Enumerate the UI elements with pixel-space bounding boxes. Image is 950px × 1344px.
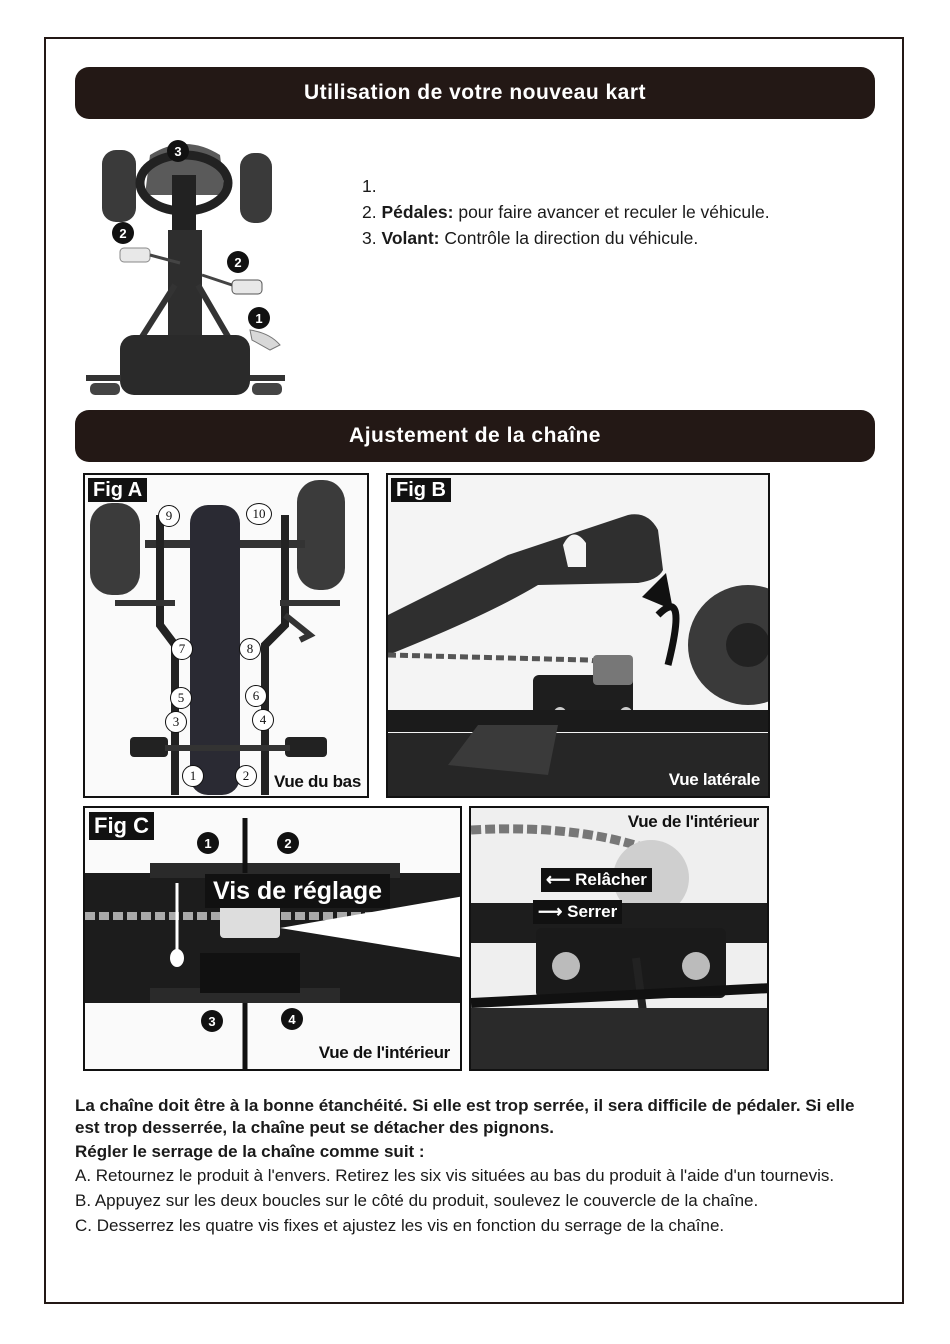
fig-a-bottom-view	[83, 473, 369, 798]
fig-c-marker-2: 2	[277, 832, 299, 854]
kart-marker-pedal-left: 2	[112, 222, 134, 244]
fig-c-marker-1: 1	[197, 832, 219, 854]
screw-4: 4	[252, 709, 274, 731]
instructions	[75, 1095, 880, 1237]
adjustment-screw-label: Vis de réglage	[205, 874, 390, 908]
section-title-usage	[75, 67, 875, 119]
kart-top-view-image	[80, 135, 290, 395]
step-c: C. Desserrez les quatre vis fixes et ajustez les vis en fonction du serrage de la chaîne.	[75, 1216, 725, 1235]
step-a: A. Retournez le produit à l'envers. Retirez les six vis situées au bas du produit à l'aide d'un tournevis.	[75, 1166, 835, 1185]
step-b: B. Appuyez sur les deux boucles sur le côté du produit, soulevez le couvercle de la chaîne.	[75, 1191, 759, 1210]
screw-5: 5	[170, 687, 192, 709]
loosen-label: ⟵ Relâcher	[541, 868, 652, 892]
chain-tension-warning: La chaîne doit être à la bonne étanchéité. Si elle est trop serrée, il sera difficile de pédaler. Si elle est trop desserrée, la chaîne peut se détacher des pignons.	[75, 1096, 855, 1137]
fig-c-tag: Fig C	[89, 812, 154, 840]
fig-d-caption: Vue de l'intérieur	[627, 812, 759, 831]
parts-legend	[362, 173, 770, 251]
fig-b-caption: Vue latérale	[668, 770, 760, 789]
fig-c-marker-3: 3	[201, 1010, 223, 1032]
instructions-subtitle: Régler le serrage de la chaîne comme suit :	[75, 1142, 425, 1161]
screw-1: 1	[182, 765, 204, 787]
screw-10: 10	[246, 503, 272, 525]
screw-7: 7	[171, 638, 193, 660]
tighten-label: ⟶ Serrer	[533, 900, 622, 924]
screw-9: 9	[158, 505, 180, 527]
section-title-chain	[75, 410, 875, 462]
kart-marker-brake: 1	[248, 307, 270, 329]
screw-8: 8	[239, 638, 261, 660]
fig-a-caption: Vue du bas	[273, 772, 361, 791]
screw-2: 2	[235, 765, 257, 787]
section-title-usage-text: Utilisation de votre nouveau kart	[303, 81, 647, 104]
legend-item-1: 1.	[362, 176, 377, 196]
fig-b-side-view	[386, 473, 770, 798]
kart-marker-pedal-right: 2	[227, 251, 249, 273]
fig-c-caption: Vue de l'intérieur	[318, 1043, 450, 1062]
fig-c-inside-view	[83, 806, 462, 1071]
kart-marker-steering: 3	[167, 140, 189, 162]
legend-item-2: 2. Pédales: pour faire avancer et reculer le véhicule.	[362, 202, 770, 222]
legend-item-3: 3. Volant: Contrôle la direction du véhicule.	[362, 228, 699, 248]
fig-b-tag: Fig B	[391, 478, 451, 502]
screw-6: 6	[245, 685, 267, 707]
fig-d-inside-detail	[469, 806, 769, 1071]
screw-3: 3	[165, 711, 187, 733]
fig-a-tag: Fig A	[88, 478, 147, 502]
section-title-chain-text: Ajustement de la chaîne	[349, 424, 601, 447]
fig-c-marker-4: 4	[281, 1008, 303, 1030]
